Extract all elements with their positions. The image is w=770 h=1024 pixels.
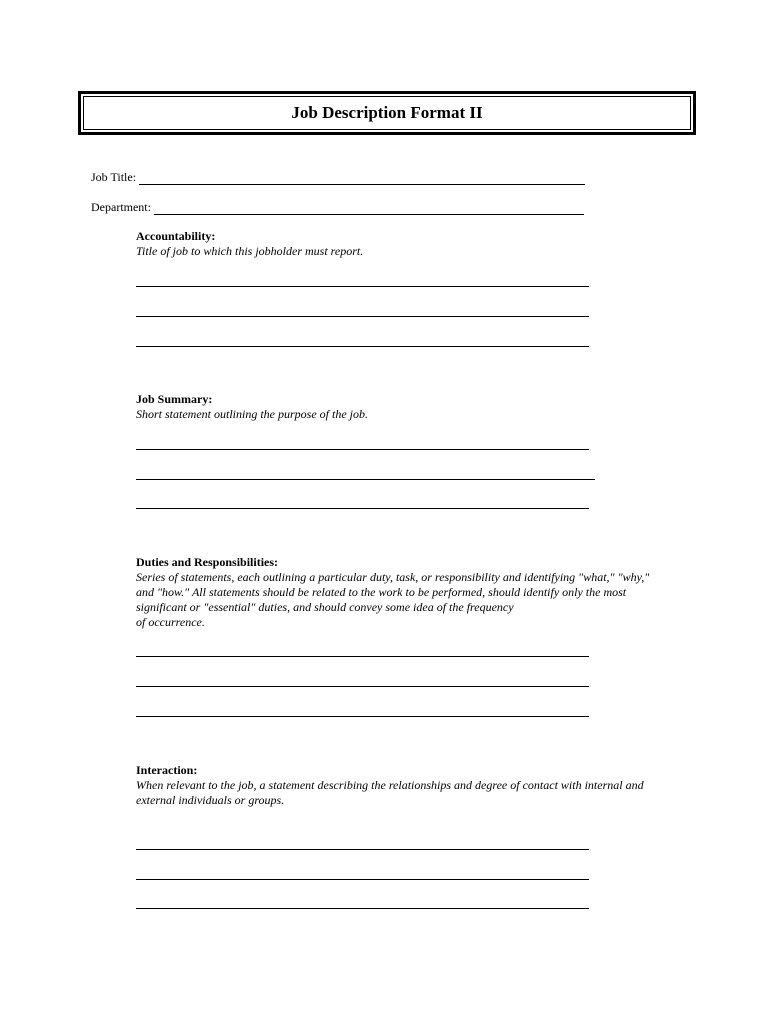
accountability-line-2[interactable] — [136, 316, 589, 317]
duties-description-line-4: of occurrence. — [136, 615, 205, 629]
document-title: Job Description Format II — [83, 96, 691, 130]
duties-line-3[interactable] — [136, 716, 589, 717]
accountability-line-3[interactable] — [136, 346, 589, 347]
interaction-line-3[interactable] — [136, 908, 589, 909]
duties-section — [136, 555, 681, 630]
accountability-description: Title of job to which this jobholder must report. — [136, 244, 364, 258]
department-field-row — [91, 200, 584, 215]
accountability-line-1[interactable] — [136, 286, 589, 287]
job-title-field-row — [91, 170, 585, 185]
interaction-section — [136, 763, 681, 808]
interaction-line-2[interactable] — [136, 879, 589, 880]
job-summary-line-2[interactable] — [136, 479, 595, 480]
interaction-heading: Interaction: — [136, 763, 198, 777]
job-title-label: Job Title: — [91, 170, 137, 184]
department-input-line[interactable] — [154, 202, 584, 215]
accountability-section — [136, 229, 681, 259]
job-summary-description: Short statement outlining the purpose of the job. — [136, 407, 368, 421]
job-summary-line-1[interactable] — [136, 449, 589, 450]
department-label: Department: — [91, 200, 151, 214]
accountability-heading: Accountability: — [136, 229, 216, 243]
duties-description-line-3: significant or "essential" duties, and should convey some idea of the frequency — [136, 600, 514, 614]
title-box — [78, 91, 696, 135]
job-summary-line-3[interactable] — [136, 508, 589, 509]
interaction-description-line-1: When relevant to the job, a statement describing the relationships and degree of contact with internal and — [136, 778, 644, 792]
job-title-input-line[interactable] — [139, 172, 585, 185]
duties-heading: Duties and Responsibilities: — [136, 555, 279, 569]
duties-line-1[interactable] — [136, 656, 589, 657]
duties-line-2[interactable] — [136, 686, 589, 687]
job-summary-heading: Job Summary: — [136, 392, 213, 406]
duties-description-line-2: and "how." All statements should be related to the work to be performed, should identify only the most — [136, 585, 627, 599]
job-summary-section — [136, 392, 681, 422]
interaction-line-1[interactable] — [136, 849, 589, 850]
interaction-description-line-2: external individuals or groups. — [136, 793, 285, 807]
duties-description-line-1: Series of statements, each outlining a particular duty, task, or responsibility and identifying "what," "why," — [136, 570, 650, 584]
